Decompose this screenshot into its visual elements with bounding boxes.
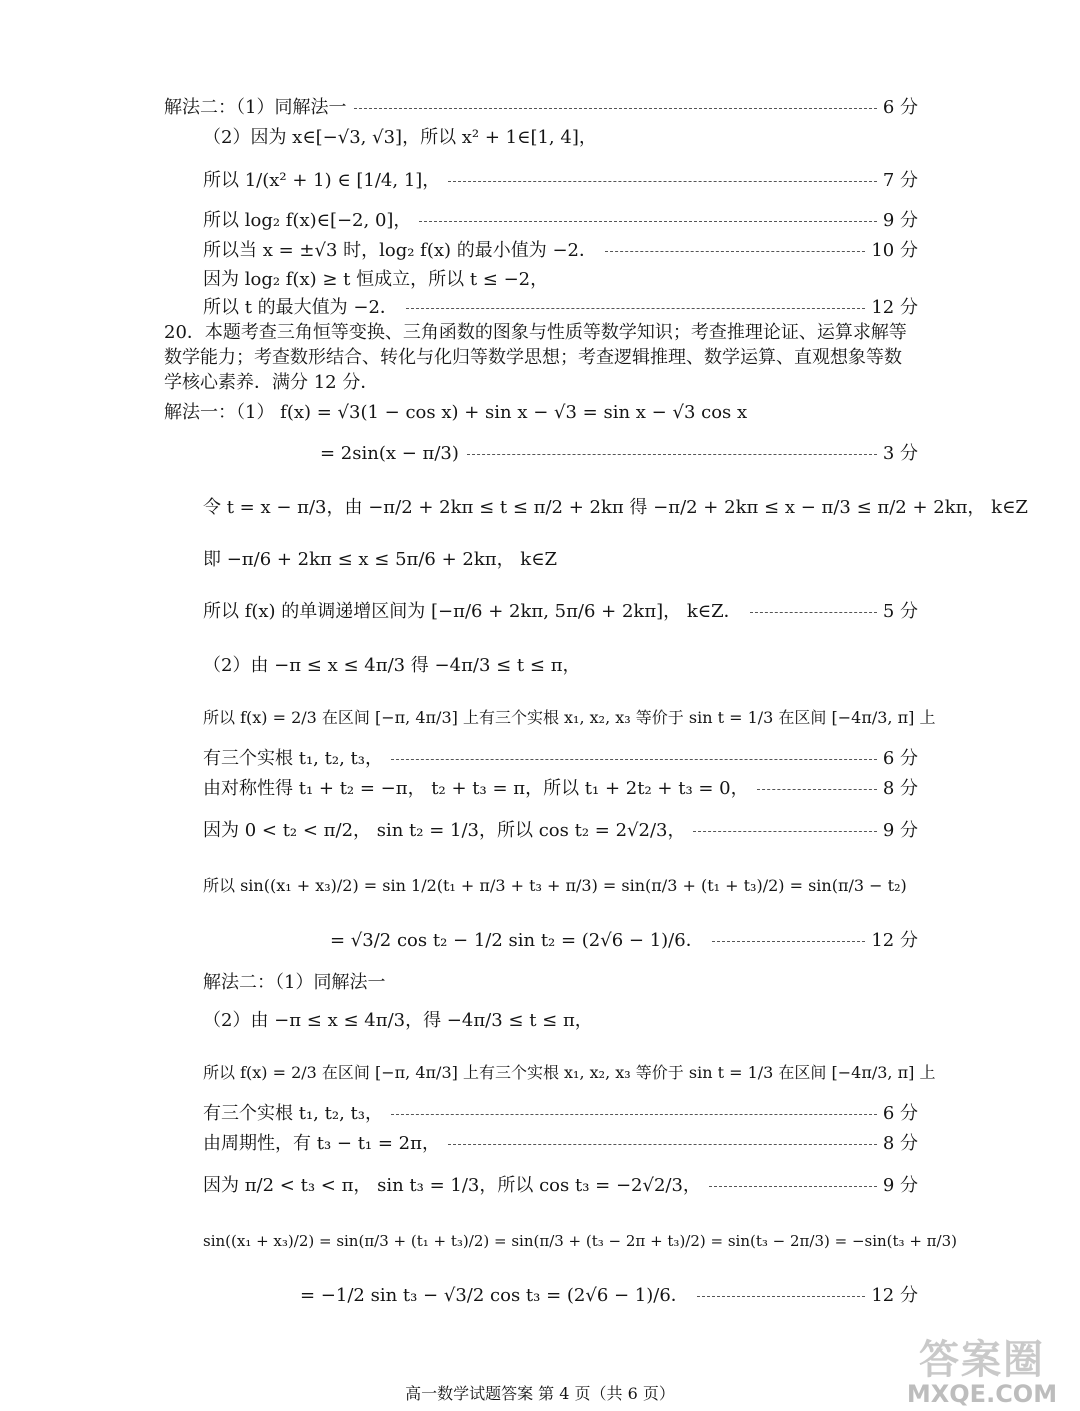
score: 9 分 bbox=[882, 210, 918, 231]
solution-line bbox=[320, 443, 918, 465]
solution-line bbox=[203, 1133, 918, 1155]
line-text: = 2sin(x − π/3) bbox=[320, 443, 459, 464]
dash-leader bbox=[750, 612, 877, 613]
line-text: 有三个实根 t₁, t₂, t₃， bbox=[203, 748, 383, 769]
dash-leader bbox=[605, 251, 865, 252]
score: 5 分 bbox=[882, 601, 918, 622]
line-text: 所以 1/(x² + 1) ∈ [1/4, 1]， bbox=[203, 170, 441, 191]
solution-line bbox=[203, 1010, 918, 1032]
score: 3 分 bbox=[882, 443, 918, 464]
dash-leader bbox=[757, 789, 877, 790]
solution-line bbox=[203, 210, 918, 232]
solution-line bbox=[203, 297, 918, 319]
line-text: 由对称性得 t₁ + t₂ = −π， t₂ + t₃ = π，所以 t₁ + 2t₂ + t₃ = 0， bbox=[203, 778, 749, 799]
dash-leader bbox=[391, 759, 877, 760]
line-text: 所以 t 的最大值为 −2． bbox=[203, 297, 398, 318]
line-text: 所以 log₂ f(x)∈[−2, 0]， bbox=[203, 210, 412, 231]
score: 9 分 bbox=[882, 1175, 918, 1196]
dash-leader bbox=[467, 454, 877, 455]
solution-line bbox=[203, 875, 918, 897]
solution-line bbox=[300, 1285, 918, 1307]
solution-line bbox=[203, 820, 918, 842]
line-text: 所以 f(x) = 2/3 在区间 [−π, 4π/3] 上有三个实根 x₁, x₂, x₃ 等价于 sin t = 1/3 在区间 [−4π/3, π] 上 bbox=[203, 1063, 936, 1082]
score: 12 分 bbox=[871, 930, 918, 951]
line-text: 即 −π/6 + 2kπ ≤ x ≤ 5π/6 + 2kπ， k∈Z bbox=[203, 549, 558, 570]
solution-line bbox=[203, 1062, 936, 1084]
score: 7 分 bbox=[882, 170, 918, 191]
score: 9 分 bbox=[882, 820, 918, 841]
solution-line bbox=[203, 240, 918, 262]
score: 6 分 bbox=[882, 748, 918, 769]
line-text: 因为 log₂ f(x) ≥ t 恒成立，所以 t ≤ −2， bbox=[203, 269, 549, 290]
line-text: 解法二：（1）同解法一 bbox=[164, 97, 347, 118]
line-text: 因为 0 < t₂ < π/2， sin t₂ = 1/3，所以 cos t₂ = 2√2/3， bbox=[203, 820, 686, 841]
solution-line bbox=[203, 170, 918, 192]
score: 12 分 bbox=[871, 1285, 918, 1306]
dash-leader bbox=[354, 108, 876, 109]
score: 12 分 bbox=[871, 297, 918, 318]
solution-line bbox=[203, 972, 918, 994]
line-text: （2）因为 x∈[−√3, √3]，所以 x² + 1∈[1, 4]， bbox=[203, 127, 597, 148]
score: 6 分 bbox=[882, 97, 918, 118]
solution-line bbox=[164, 402, 918, 424]
watermark-site: MXQE.COM bbox=[906, 1380, 1058, 1408]
line-text: 所以 f(x) 的单调递增区间为 [−π/6 + 2kπ, 5π/6 + 2kπ]， k∈Z． bbox=[203, 601, 742, 622]
watermark-mark: 答案圈 bbox=[919, 1336, 1045, 1383]
dash-leader bbox=[406, 308, 865, 309]
line-text: 解法一：（1） f(x) = √3(1 − cos x) + sin x − √3 = sin x − √3 cos x bbox=[164, 402, 748, 423]
dash-leader bbox=[448, 181, 877, 182]
line-text: （2）由 −π ≤ x ≤ 4π/3 得 −4π/3 ≤ t ≤ π， bbox=[203, 655, 581, 676]
solution-line bbox=[203, 549, 918, 571]
problem-20-intro: 20．本题考查三角恒等变换、三角函数的图象与性质等数学知识；考查推理论证、运算求解等数学能力；考查数形结合、转化与化归等数学思想；考查逻辑推理、数学运算、直观想象等数学核心素养．满分 12 分． bbox=[164, 322, 907, 393]
line-text: sin((x₁ + x₃)/2) = sin(π/3 + (t₁ + t₃)/2) = sin(π/3 + (t₃ − 2π + t₃)/2) = sin(t₃ − 2π/3) = −sin(t₃ + π/3) bbox=[203, 1232, 957, 1250]
dash-leader bbox=[448, 1144, 877, 1145]
dash-leader bbox=[709, 1186, 877, 1187]
line-text: 令 t = x − π/3，由 −π/2 + 2kπ ≤ t ≤ π/2 + 2kπ 得 −π/2 + 2kπ ≤ x − π/3 ≤ π/2 + 2kπ， k∈Z bbox=[203, 497, 1028, 518]
solution-line bbox=[203, 1230, 957, 1252]
line-text: = √3/2 cos t₂ − 1/2 sin t₂ = (2√6 − 1)/6． bbox=[330, 930, 704, 951]
solution-line bbox=[203, 601, 918, 623]
dash-leader bbox=[697, 1296, 866, 1297]
solution-line bbox=[203, 269, 918, 291]
solution-line bbox=[330, 930, 918, 952]
solution-line bbox=[203, 1103, 918, 1125]
solution-line bbox=[203, 778, 918, 800]
page-footer: 高一数学试题答案 第 4 页（共 6 页） bbox=[405, 1384, 675, 1403]
dash-leader bbox=[419, 221, 876, 222]
line-text: （2）由 −π ≤ x ≤ 4π/3，得 −4π/3 ≤ t ≤ π， bbox=[203, 1010, 593, 1031]
line-text: 所以当 x = ±√3 时，log₂ f(x) 的最小值为 −2． bbox=[203, 240, 598, 261]
score: 10 分 bbox=[871, 240, 918, 261]
line-text: = −1/2 sin t₃ − √3/2 cos t₃ = (2√6 − 1)/6． bbox=[300, 1285, 689, 1306]
solution-line bbox=[164, 97, 918, 119]
score: 6 分 bbox=[882, 1103, 918, 1124]
line-text: 有三个实根 t₁, t₂, t₃， bbox=[203, 1103, 383, 1124]
solution-line bbox=[203, 707, 936, 729]
line-text: 解法二：（1）同解法一 bbox=[203, 972, 386, 993]
solution-line bbox=[203, 1175, 918, 1197]
score: 8 分 bbox=[882, 778, 918, 799]
solution-line bbox=[203, 497, 1028, 519]
dash-leader bbox=[693, 831, 876, 832]
line-text: 因为 π/2 < t₃ < π， sin t₃ = 1/3，所以 cos t₃ = −2√2/3， bbox=[203, 1175, 701, 1196]
dash-leader bbox=[712, 941, 866, 942]
line-text: 由周期性，有 t₃ − t₁ = 2π， bbox=[203, 1133, 440, 1154]
line-text: 所以 f(x) = 2/3 在区间 [−π, 4π/3] 上有三个实根 x₁, x₂, x₃ 等价于 sin t = 1/3 在区间 [−4π/3, π] 上 bbox=[203, 708, 936, 727]
score: 8 分 bbox=[882, 1133, 918, 1154]
solution-line bbox=[203, 127, 918, 149]
solution-line bbox=[203, 655, 918, 677]
dash-leader bbox=[391, 1114, 877, 1115]
solution-line bbox=[203, 748, 918, 770]
line-text: 所以 sin((x₁ + x₃)/2) = sin 1/2(t₁ + π/3 + t₃ + π/3) = sin(π/3 + (t₁ + t₃)/2) = sin(π/3 − t₂) bbox=[203, 876, 907, 895]
